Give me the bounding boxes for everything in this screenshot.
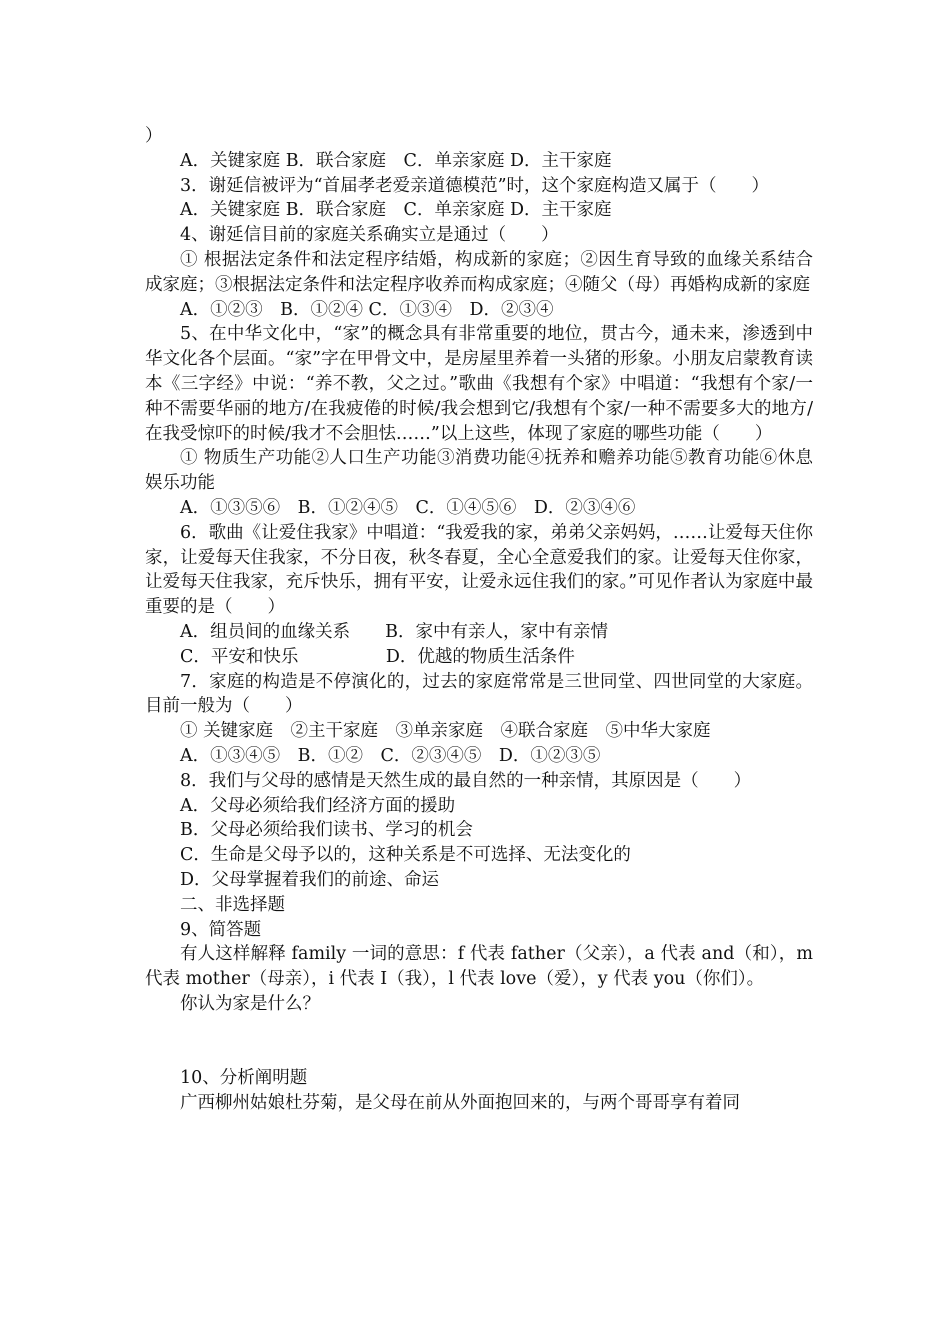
q10-material: 广西柳州姑娘杜芬菊，是父母在前从外面抱回来的，与两个哥哥享有着同 (180, 1093, 740, 1114)
q7-statements: ① 关键家庭 ②主干家庭 ③单亲家庭 ④联合家庭 ⑤中华大家庭 (180, 721, 711, 742)
q9-question: 你认为家是什么？ (180, 993, 320, 1014)
q9-heading: 9、简答题 (180, 919, 262, 940)
answer-space (145, 1017, 813, 1067)
document-page (145, 124, 819, 1116)
q5-stem: 5、在中华文化中，“家”的概念具有非常重要的地位，贯古今，通未来，渗透到中华文化各个层面。“家”字在甲骨文中，是房屋里养着一头猪的形象。小朋友启蒙教育读本《三字经》中说：“养不教，父之过。”歌曲《我想有个家》中唱道：“我想有个家/一种不需要华丽的地方/在我疲倦的时候/我会想到它/我想有个家/一种不需要多大的地方/在我受惊吓的时候/我才不会胆怯……”以上这些，体现了家庭的哪些功能（ ） (145, 324, 813, 444)
paragraph-continuation: ） (145, 126, 163, 146)
q8-option-d: D．父母掌握着我们的前途、命运 (180, 869, 440, 890)
q6-options-cd: C．平安和快乐 D．优越的物质生活条件 (180, 646, 575, 667)
q3-stem: 3．谢延信被评为“首届孝老爱亲道德模范”时，这个家庭构造又属于（ ） (180, 175, 770, 196)
q4-options: A．①②③ B．①②④ C．①③④ D．②③④ (180, 299, 554, 320)
q10-heading: 10、分析阐明题 (180, 1068, 308, 1089)
q8-option-c: C．生命是父母予以的，这种关系是不可选择、无法变化的 (180, 845, 631, 866)
section-heading: 二、非选择题 (180, 894, 285, 915)
q7-options: A．①③④⑤ B．①② C．②③④⑤ D．①②③⑤ (180, 745, 601, 766)
q8-stem: 8．我们与父母的感情是天然生成的最自然的一种亲情，其原因是（ ） (180, 770, 752, 791)
q5-statements: ① 物质生产功能②人口生产功能③消费功能④抚养和赡养功能⑤教育功能⑥休息娱乐功能 (145, 448, 813, 494)
q5-options: A．①③⑤⑥ B．①②④⑤ C．①④⑤⑥ D．②③④⑥ (180, 497, 636, 518)
q9-material: 有人这样解释 family 一词的意思：f 代表 father（父亲），a 代表 and（和），m 代表 mother（母亲），i 代表 I（我），l 代表 love（爱），y 代表 you（你们）。 (145, 944, 819, 990)
q4-stem: 4、谢延信目前的家庭关系确实立是通过（ ） (180, 225, 559, 246)
q2-options: A．关键家庭 B．联合家庭 C．单亲家庭 D．主干家庭 (180, 150, 612, 171)
q8-option-b: B．父母必须给我们读书、学习的机会 (180, 820, 473, 841)
q8-option-a: A．父母必须给我们经济方面的援助 (180, 795, 456, 816)
q6-options-ab: A．组员间的血缘关系 B．家中有亲人，家中有亲情 (180, 621, 608, 642)
q4-statements: ① 根据法定条件和法定程序结婚，构成新的家庭；②因生育导致的血缘关系结合成家庭；③根据法定条件和法定程序收养而构成家庭；④随父（母）再婚构成新的家庭 (145, 249, 813, 295)
q6-stem: 6．歌曲《让爱住我家》中唱道：“我爱我的家，弟弟父亲妈妈，……让爱每天住你家，让爱每天住我家，不分日夜，秋冬春夏，全心全意爱我们的家。让爱每天住你家，让爱每天住我家，充斥快乐，拥有平安，让爱永远住我们的家。”可见作者认为家庭中最重要的是（ ） (145, 522, 813, 618)
q3-options: A．关键家庭 B．联合家庭 C．单亲家庭 D．主干家庭 (180, 200, 612, 221)
q7-stem: 7．家庭的构造是不停演化的，过去的家庭常常是三世同堂、四世同堂的大家庭。目前一般为（ ） (145, 671, 813, 717)
